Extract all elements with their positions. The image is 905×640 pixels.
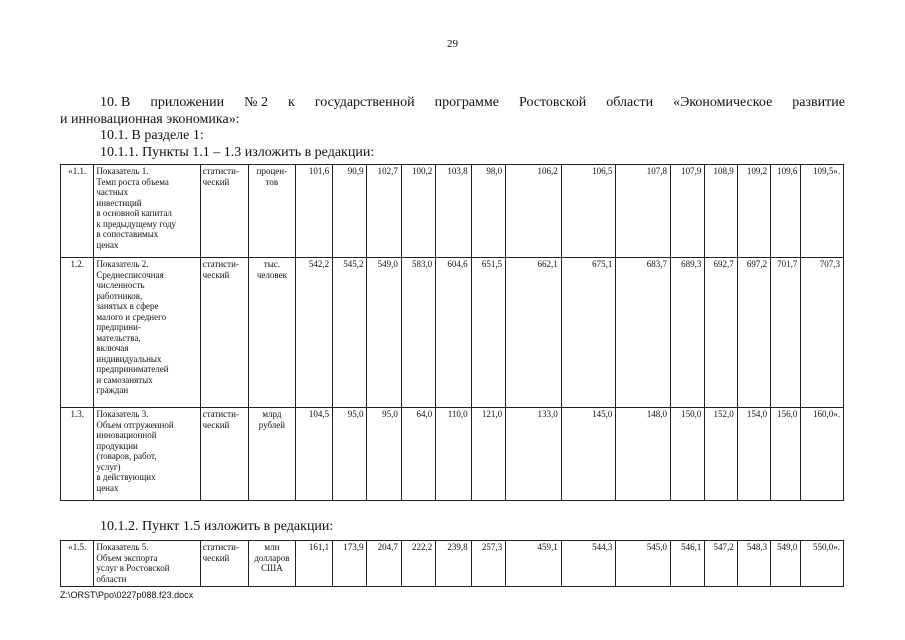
value-cell: 604,6: [436, 258, 471, 408]
value-cell: 160,0».: [801, 408, 844, 501]
value-cell: 459,1: [506, 541, 562, 587]
value-cell: 257,3: [471, 541, 505, 587]
value-cell: 107,8: [616, 165, 671, 258]
indicator-unit: млн долларов США: [249, 541, 296, 587]
value-cell: 101,6: [295, 165, 332, 258]
row-number: «1.1.: [61, 165, 94, 258]
indicator-name: Показатель 1. Темп роста объема частных инвестиций в основной капитал к предыдущему году в сопоставимых ценах: [94, 165, 200, 258]
paragraph-10-line-1: [60, 94, 845, 111]
word: приложении: [150, 95, 225, 110]
word: 10. В: [100, 95, 131, 110]
value-cell: 173,9: [333, 541, 367, 587]
paragraph-10-1-2: 10.1.2. Пункт 1.5 изложить в редакции:: [100, 519, 334, 534]
indicator-unit: тыс. человек: [249, 258, 296, 408]
value-cell: 103,8: [436, 165, 471, 258]
value-cell: 689,3: [670, 258, 704, 408]
value-cell: 161,1: [295, 541, 332, 587]
word: Ростовской: [519, 95, 587, 110]
value-cell: 95,0: [333, 408, 367, 501]
value-cell: 204,7: [367, 541, 401, 587]
value-cell: 583,0: [401, 258, 435, 408]
paragraph-10-line-2: и инновационная экономика»:: [60, 112, 240, 127]
indicators-table-1: [60, 164, 844, 501]
value-cell: 107,9: [670, 165, 704, 258]
indicator-type: статисти- ческий: [200, 408, 249, 501]
table-row: [61, 408, 844, 501]
value-cell: 98,0: [471, 165, 505, 258]
value-cell: 106,2: [506, 165, 562, 258]
value-cell: 545,2: [333, 258, 367, 408]
table-row: [61, 165, 844, 258]
table-row: [61, 541, 844, 587]
word: программе: [434, 95, 499, 110]
value-cell: 90,9: [333, 165, 367, 258]
value-cell: 675,1: [561, 258, 616, 408]
value-cell: 544,3: [561, 541, 616, 587]
indicator-unit: млрд рублей: [249, 408, 296, 501]
value-cell: 701,7: [771, 258, 801, 408]
value-cell: 108,9: [705, 165, 737, 258]
paragraph-10-1: 10.1. В разделе 1:: [100, 128, 204, 143]
value-cell: 109,6: [771, 165, 801, 258]
value-cell: 109,2: [737, 165, 770, 258]
indicator-type: статисти- ческий: [200, 165, 249, 258]
word: области: [606, 95, 654, 110]
value-cell: 548,3: [737, 541, 770, 587]
word: № 2: [244, 95, 269, 110]
word: государственной: [314, 95, 415, 110]
value-cell: 546,1: [670, 541, 704, 587]
value-cell: 110,0: [436, 408, 471, 501]
value-cell: 542,2: [295, 258, 332, 408]
value-cell: 95,0: [367, 408, 401, 501]
value-cell: 222,2: [401, 541, 435, 587]
value-cell: 100,2: [401, 165, 435, 258]
value-cell: 547,2: [705, 541, 737, 587]
value-cell: 106,5: [561, 165, 616, 258]
value-cell: 545,0: [616, 541, 671, 587]
indicator-type: статисти- ческий: [200, 541, 249, 587]
indicator-unit: процен- тов: [249, 165, 296, 258]
value-cell: 239,8: [436, 541, 471, 587]
indicator-name: Показатель 3. Объем отгруженной инновационной продукции (товаров, работ, услуг) в действующих ценах: [94, 408, 200, 501]
table-row: [61, 258, 844, 408]
value-cell: 64,0: [401, 408, 435, 501]
value-cell: 152,0: [705, 408, 737, 501]
value-cell: 133,0: [506, 408, 562, 501]
value-cell: 121,0: [471, 408, 505, 501]
paragraph-10: [60, 94, 845, 128]
file-path-footer: Z:\ORST\Ppo\0227p088.f23.docx: [60, 590, 194, 600]
value-cell: 662,1: [506, 258, 562, 408]
value-cell: 156,0: [771, 408, 801, 501]
value-cell: 150,0: [670, 408, 704, 501]
value-cell: 692,7: [705, 258, 737, 408]
value-cell: 651,5: [471, 258, 505, 408]
value-cell: 148,0: [616, 408, 671, 501]
value-cell: 697,2: [737, 258, 770, 408]
value-cell: 683,7: [616, 258, 671, 408]
word: «Экономическое: [673, 95, 773, 110]
value-cell: 109,5».: [801, 165, 844, 258]
indicator-name: Показатель 2. Среднесписочная численность работников, занятых в сфере малого и среднего предприни- мательства, включая индивидуальных предпринимателей и самозанятых граждан: [94, 258, 200, 408]
value-cell: 549,0: [367, 258, 401, 408]
row-number: 1.2.: [61, 258, 94, 408]
word: развитие: [792, 95, 845, 110]
value-cell: 707,3: [801, 258, 844, 408]
word: к: [288, 95, 295, 110]
row-number: «1.5.: [61, 541, 94, 587]
value-cell: 102,7: [367, 165, 401, 258]
value-cell: 145,0: [561, 408, 616, 501]
indicator-name: Показатель 5. Объем экспорта услуг в Ростовской области: [94, 541, 200, 587]
value-cell: 549,0: [771, 541, 801, 587]
row-number: 1.3.: [61, 408, 94, 501]
indicator-type: статисти- ческий: [200, 258, 249, 408]
paragraph-10-1-1: 10.1.1. Пункты 1.1 – 1.3 изложить в редакции:: [100, 145, 375, 160]
indicators-table-2: [60, 540, 844, 587]
value-cell: 104,5: [295, 408, 332, 501]
value-cell: 550,0».: [801, 541, 844, 587]
page-number: 29: [447, 38, 458, 50]
value-cell: 154,0: [737, 408, 770, 501]
